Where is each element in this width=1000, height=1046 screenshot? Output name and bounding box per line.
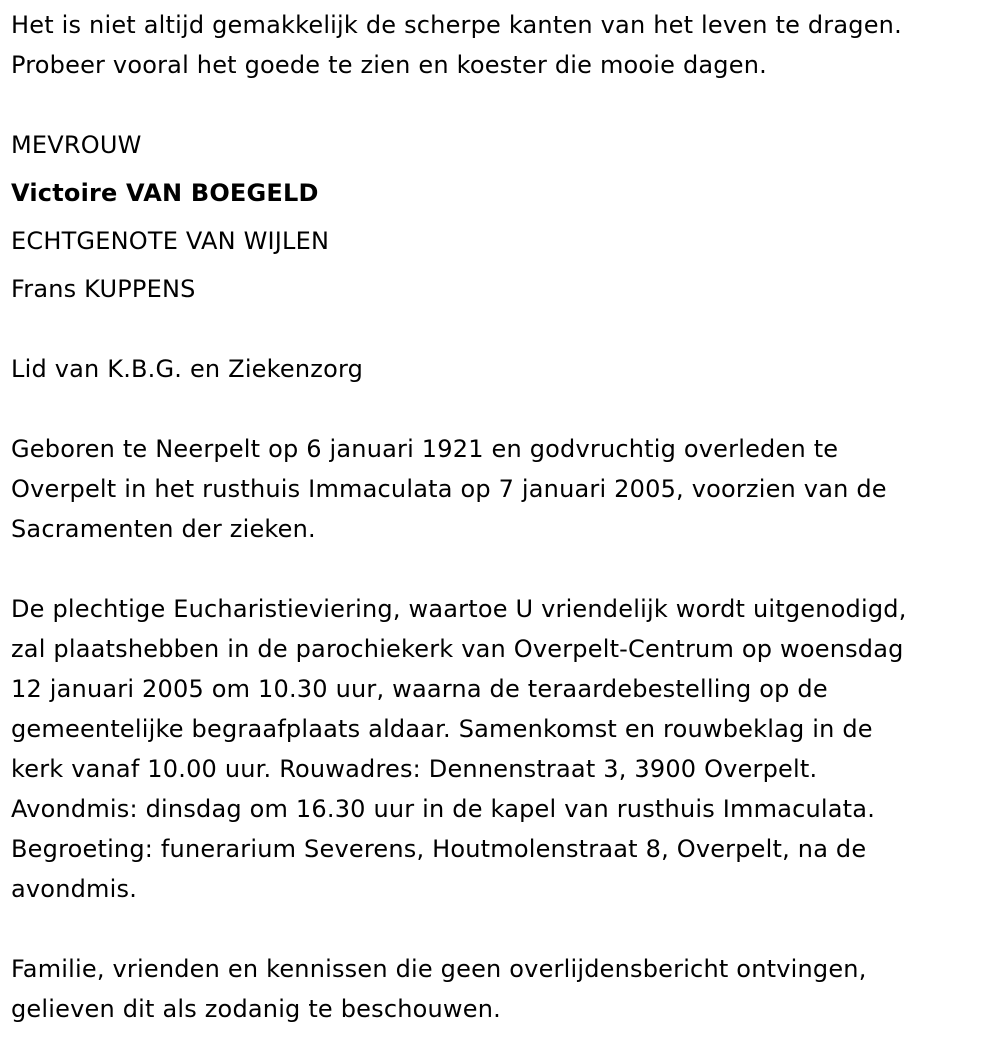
relation-line: ECHTGENOTE VAN WIJLEN <box>11 227 330 255</box>
membership-line: Lid van K.B.G. en Ziekenzorg <box>11 355 364 383</box>
ceremony-line-1: De plechtige Eucharistieviering, waartoe U vriendelijk wordt uitgenodigd, <box>11 595 907 623</box>
motto-line-2: Probeer vooral het goede te zien en koester die mooie dagen. <box>11 51 767 79</box>
ceremony-line-6: Avondmis: dinsdag om 16.30 uur in de kapel van rusthuis Immaculata. <box>11 795 876 823</box>
spouse-name: Frans KUPPENS <box>11 275 196 303</box>
birth-death-line-1: Geboren te Neerpelt op 6 januari 1921 en godvruchtig overleden te <box>11 435 839 463</box>
ceremony-line-5: kerk vanaf 10.00 uur. Rouwadres: Dennenstraat 3, 3900 Overpelt. <box>11 755 818 783</box>
deceased-name: Victoire VAN BOEGELD <box>11 179 319 207</box>
closing-line-1: Familie, vrienden en kennissen die geen overlijdensbericht ontvingen, <box>11 955 867 983</box>
birth-death-line-3: Sacramenten der zieken. <box>11 515 316 543</box>
closing-line-2: gelieven dit als zodanig te beschouwen. <box>11 995 501 1023</box>
ceremony-line-2: zal plaatshebben in de parochiekerk van Overpelt-Centrum op woensdag <box>11 635 904 663</box>
birth-death-line-2: Overpelt in het rusthuis Immaculata op 7 januari 2005, voorzien van de <box>11 475 887 503</box>
motto-line-1: Het is niet altijd gemakkelijk de scherpe kanten van het leven te dragen. <box>11 11 902 39</box>
ceremony-line-3: 12 januari 2005 om 10.30 uur, waarna de teraardebestelling op de <box>11 675 828 703</box>
title-line: MEVROUW <box>11 131 142 159</box>
ceremony-line-4: gemeentelijke begraafplaats aldaar. Samenkomst en rouwbeklag in de <box>11 715 873 743</box>
ceremony-line-7: Begroeting: funerarium Severens, Houtmolenstraat 8, Overpelt, na de <box>11 835 867 863</box>
ceremony-line-8: avondmis. <box>11 875 138 903</box>
